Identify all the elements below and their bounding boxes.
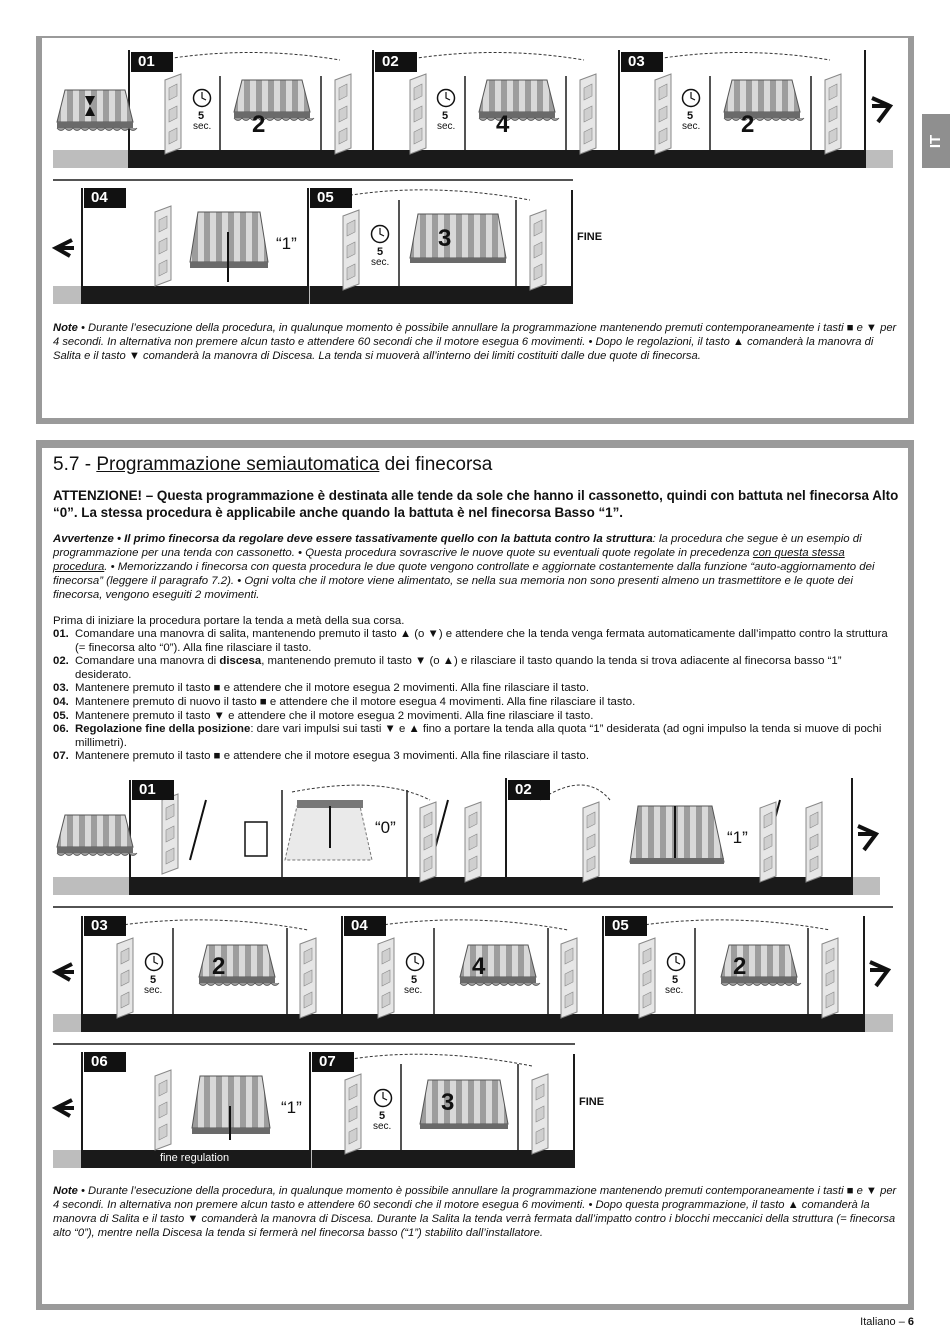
list-item: 03. Mantenere premuto il tasto ■ e attendere che il motore esegua 2 movimenti. Alla fine rilasciare il tasto. (53, 682, 590, 695)
step-badge: 05 (310, 188, 352, 208)
step-badge: 05 (605, 916, 647, 936)
quote-label: “0” (375, 818, 396, 837)
bottom-figure-row1 (53, 778, 880, 895)
movement-count: 2 (252, 111, 266, 138)
step-badge: 01 (132, 780, 174, 800)
attention-paragraph: ATTENZIONE! – Questa programmazione è destinata alle tende da sole che hanno il cassonetto, quindi con battuta nel finecorsa Alto “0”. La stessa procedura è applicabile anche quando la battuta è nel finecorsa Basso “1”. (53, 488, 899, 520)
list-item: 02. Comandare una manovra di discesa, mantenendo premuto il tasto ▼ (o ▲) e rilasciare il tasto quando la tenda si trova adiacente al finecorsa basso “1” desiderato. (53, 655, 842, 681)
fine-label: FINE (579, 1096, 605, 1108)
quote-label: “1” (276, 234, 297, 253)
sec-unit: sec. (144, 985, 163, 996)
list-item: 04. Mantenere premuto di nuovo il tasto ■ e attendere che il motore esegua 4 movimenti. Alla fine rilasciare il tasto. (53, 695, 636, 708)
top-figure-row1 (53, 50, 893, 168)
list-item: 07. Mantenere premuto il tasto ■ e attendere che il motore esegua 3 movimenti. Alla fine rilasciare il tasto. (53, 750, 590, 763)
step-badge: 03 (84, 916, 126, 936)
note-bottom: Note • Durante l’esecuzione della procedura, in qualunque momento è possibile annullare la programmazione mantenendo premuti contemporaneamente i tasti ■ e ▼ per 4 secondi. In alternativa non premere alcun tasto e attendere 60 secondi che il motore esegua 6 movimenti. • Dopo questa programmazione, il tasto ▲ comanderà la manovra di Salita e il tasto ▼ comanderà la manovra di Discesa. Durante la Salita la tenda verrà fermata dall’impatto contro i blocchi meccanici della struttura (= finecorsa alto “0”), mentre nella Discesa la tenda si fermerà nel finecorsa basso (“1”) stabilito dall’installatore. (53, 1185, 897, 1239)
sec-number: 5 (150, 974, 157, 986)
sec-unit: sec. (404, 985, 423, 996)
step-badge: 03 (621, 52, 663, 72)
sec-unit: sec. (193, 121, 212, 132)
movement-count: 4 (472, 953, 486, 980)
step-badge: 01 (131, 52, 173, 72)
movement-count: 2 (212, 953, 226, 980)
sec-unit: sec. (437, 121, 456, 132)
sec-unit: sec. (373, 1121, 392, 1132)
list-item: 06. Regolazione fine della posizione: dare vari impulsi sui tasti ▼ e ▲ fino a portare la tenda alla quota “1” desiderata (ad ogni impulso la tenda si muove di pochi millimetri). (53, 723, 882, 749)
sec-number: 5 (687, 110, 694, 122)
fine-regulation-label: fine regulation (160, 1152, 230, 1164)
fine-label: FINE (577, 231, 603, 243)
step-badge: 02 (508, 780, 550, 800)
sec-number: 5 (198, 110, 205, 122)
movement-count: 2 (733, 953, 747, 980)
sec-unit: sec. (682, 121, 701, 132)
sec-number: 5 (442, 110, 449, 122)
sec-unit: sec. (665, 985, 684, 996)
procedure-intro: Prima di iniziare la procedura portare la tenda a metà della sua corsa. (53, 615, 405, 627)
step-badge: 04 (344, 916, 386, 936)
sec-unit: sec. (371, 257, 390, 268)
movement-count: 4 (496, 111, 510, 138)
sec-number: 5 (411, 974, 418, 986)
warnings-paragraph: Avvertenze • Il primo finecorsa da regolare deve essere tassativamente quello con la battuta contro la struttura: la procedura che segue è un esempio di programmazione per una tenda con cassonetto. • Questa procedura sovrascrive le nuove quote su eventuali quote regolate in precedenza con questa stessa procedura. • Memorizzando i finecorsa con questa procedura le due quote vengono controllate e aggiornate costantemente dalla funzione “auto-aggiornamento dei finecorsa” (leggere il paragrafo 7.2). • Ogni volta che il motore viene alimentato, se nella sua memoria non sono presenti almeno un trasmettitore e le quote dei finecorsa, vengono eseguiti 2 movimenti. (53, 533, 875, 601)
sec-number: 5 (672, 974, 679, 986)
movement-count: 3 (438, 225, 452, 252)
step-badge: 07 (312, 1052, 354, 1072)
section-title: 5.7 - Programmazione semiautomatica dei finecorsa (53, 454, 493, 475)
movement-count: 3 (441, 1089, 455, 1116)
list-item: 01. Comandare una manovra di salita, mantenendo premuto il tasto ▲ (o ▼) e attendere che la tenda venga fermata automaticamente dall’impatto contro la struttura (= finecorsa alto “0”). Alla fine rilasciare il tasto. (53, 628, 888, 654)
step-badge: 06 (84, 1052, 126, 1072)
language-tab: IT (922, 114, 950, 168)
sec-number: 5 (379, 1110, 386, 1122)
movement-count: 2 (741, 111, 755, 138)
sec-number: 5 (377, 246, 384, 258)
note-top: Note • Durante l’esecuzione della procedura, in qualunque momento è possibile annullare la programmazione mantenendo premuti contemporaneamente i tasti ■ e ▼ per 4 secondi. In alternativa non premere alcun tasto e attendere 60 secondi che il motore esegua 6 movimenti. • Dopo le regolazioni, il tasto ▲ comanderà la manovra di Salita e il tasto ▼ comanderà la manovra di Discesa. La tenda si muoverà all’interno dei limiti costituiti dalle due quote di finecorsa. (53, 322, 897, 362)
procedure-steps (53, 628, 899, 764)
quote-label: “1” (727, 828, 748, 847)
step-badge: 04 (84, 188, 126, 208)
list-item: 05. Mantenere premuto il tasto ▼ e attendere che il motore esegua 2 movimenti. Alla fine rilasciare il tasto. (53, 709, 594, 722)
page-footer: Italiano – 6 (860, 1316, 914, 1328)
quote-label: “1” (281, 1098, 302, 1117)
step-badge: 02 (375, 52, 417, 72)
